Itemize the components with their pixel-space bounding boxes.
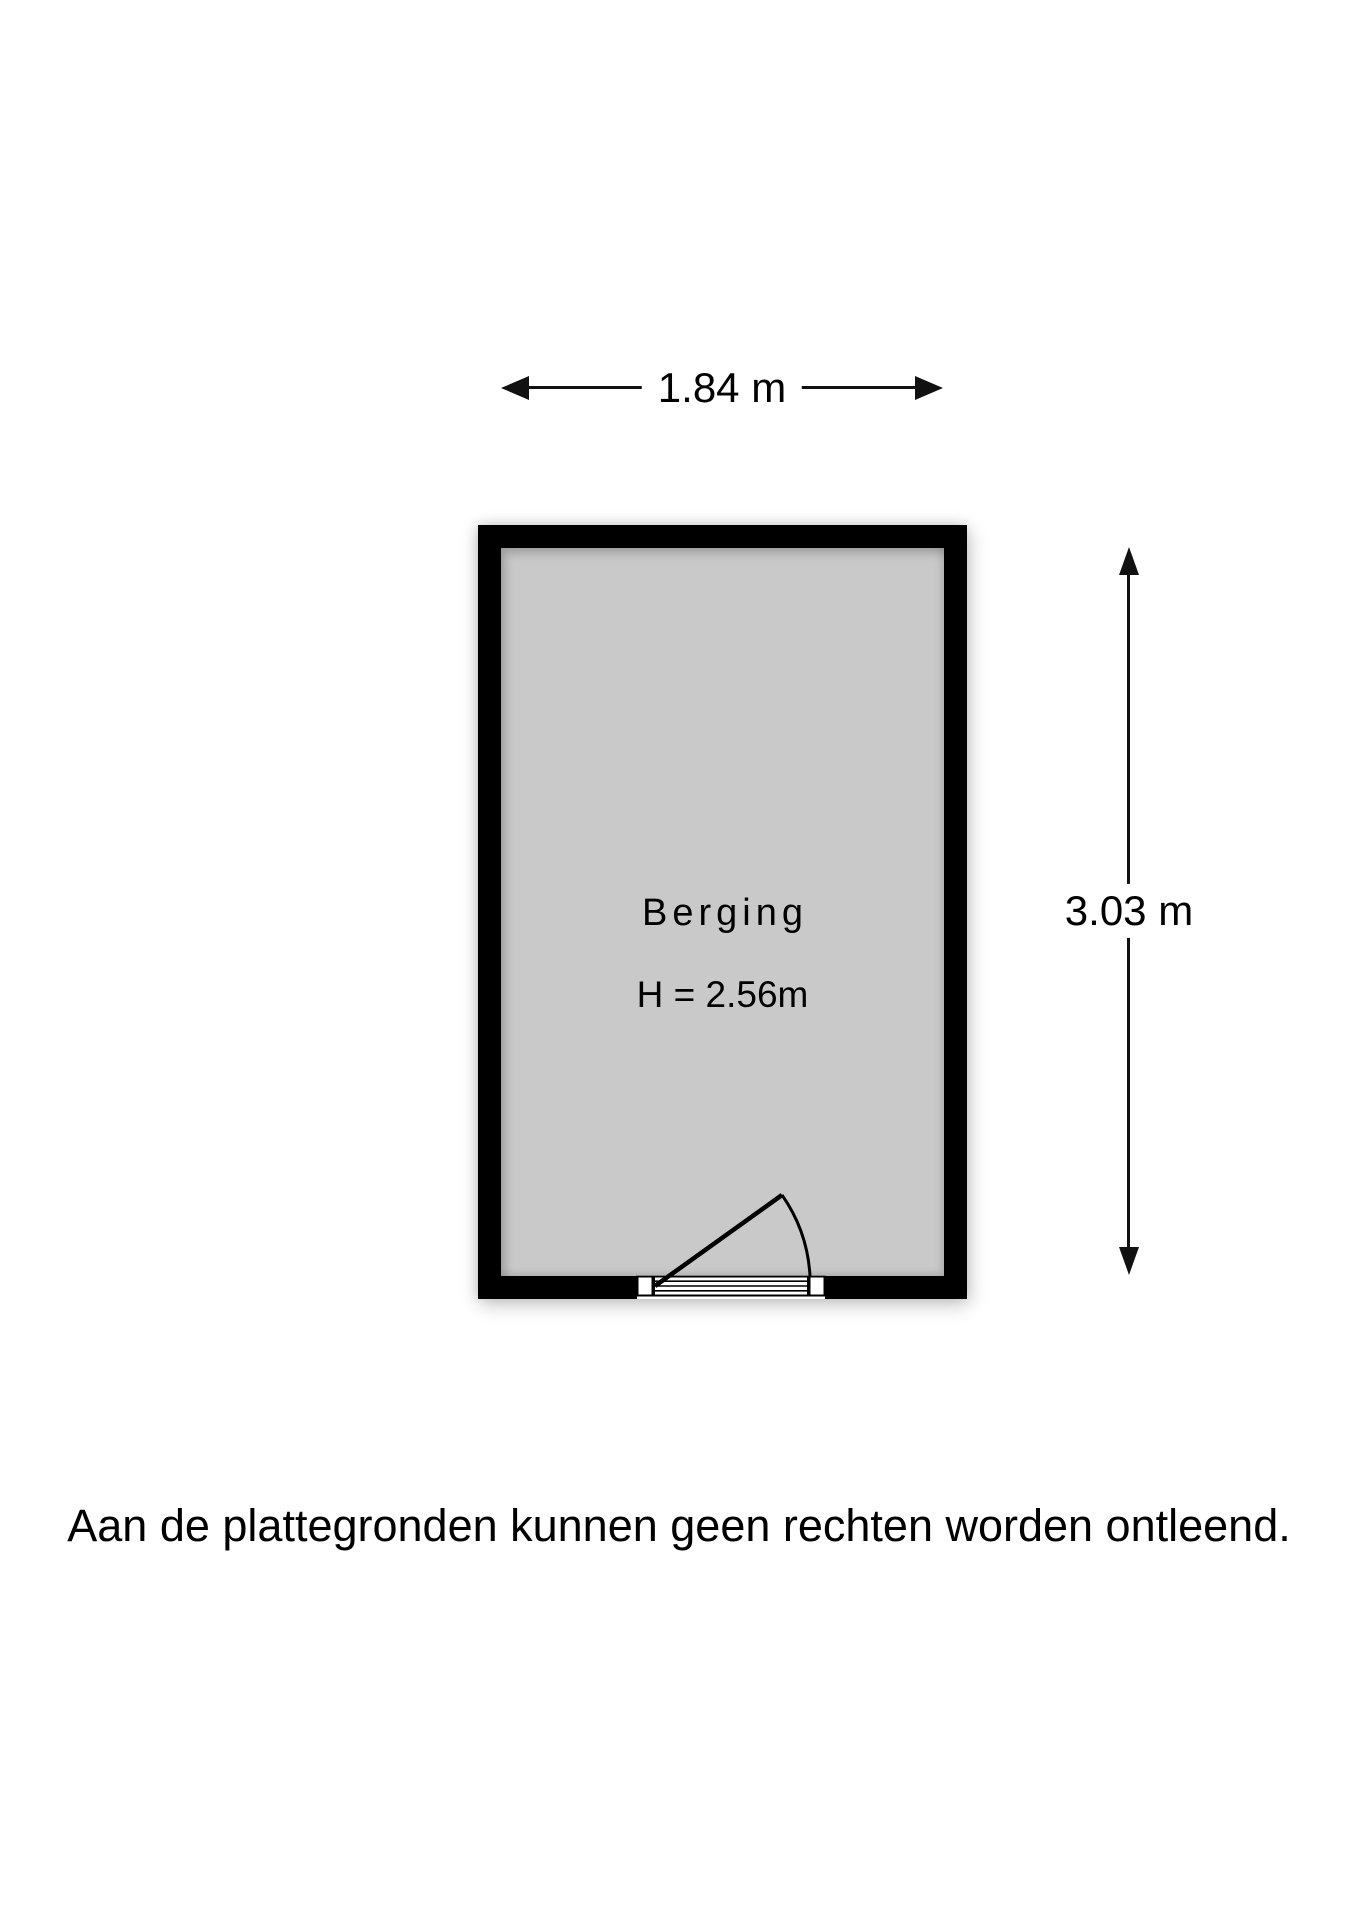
door-threshold	[654, 1277, 808, 1296]
width-dimension-label: 1.84 m	[642, 361, 802, 415]
door-leaf	[655, 1195, 782, 1286]
ceiling-height-label: H = 2.56m	[636, 974, 809, 1015]
disclaimer-text: Aan de plattegronden kunnen geen rechten worden ontleend.	[67, 1500, 1291, 1551]
door-icon	[600, 1180, 860, 1305]
height-dimension-label: 3.03 m	[1049, 884, 1209, 938]
room-berging	[478, 525, 967, 1299]
arrow-up-icon	[1119, 547, 1139, 575]
door-jamb-left	[638, 1277, 653, 1296]
width-dimension	[501, 364, 943, 412]
room-name-label: Berging	[642, 892, 808, 934]
height-dimension	[1064, 547, 1194, 1275]
arrow-right-icon	[915, 376, 943, 400]
door-jamb-right	[810, 1277, 825, 1296]
arrow-left-icon	[501, 376, 529, 400]
door-swing-arc	[782, 1195, 810, 1276]
arrow-down-icon	[1119, 1247, 1139, 1275]
